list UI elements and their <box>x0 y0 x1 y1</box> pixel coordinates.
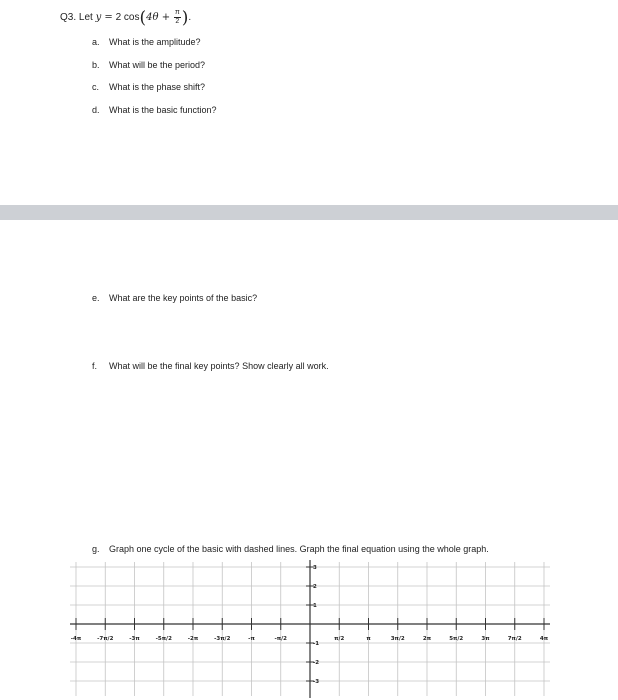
equation-fraction <box>174 9 181 26</box>
x-tick-label: -3π <box>129 636 140 642</box>
equation-arg-term: 4θ + <box>146 12 171 23</box>
item-text: What will be the period? <box>109 60 206 70</box>
page-divider <box>0 205 618 220</box>
equation-end: . <box>188 12 192 23</box>
x-tick-label: 3π/2 <box>390 636 405 642</box>
x-tick-label: 5π/2 <box>449 636 464 642</box>
x-tick-label: -π <box>248 636 255 642</box>
question-title <box>60 8 191 28</box>
x-tick-label: -2π <box>187 636 199 642</box>
question-item-d <box>92 105 217 115</box>
x-tick-label: 3π <box>481 636 490 642</box>
x-tick-label: -3π/2 <box>214 636 231 642</box>
item-text: What are the key points of the basic? <box>109 293 258 303</box>
item-text: Graph one cycle of the basic with dashed lines. Graph the final equation using the whole graph. <box>109 544 489 554</box>
item-letter: d. <box>92 105 100 115</box>
x-tick-label: -5π/2 <box>155 636 172 642</box>
x-tick-label: 4π <box>539 636 549 642</box>
y-tick-label: -3 <box>313 679 320 685</box>
x-tick-label: 7π/2 <box>507 636 522 642</box>
x-tick-label: -7π/2 <box>97 636 114 642</box>
item-letter: g. <box>92 544 100 554</box>
item-text: What is the phase shift? <box>109 82 206 92</box>
question-item-e <box>92 293 257 303</box>
open-paren: ( <box>139 8 147 28</box>
item-letter: f. <box>92 361 98 371</box>
item-letter: c. <box>92 82 100 92</box>
fraction-denominator: 2 <box>175 17 180 25</box>
x-tick-label: π/2 <box>334 636 345 642</box>
question-item-g <box>92 544 489 554</box>
item-letter: e. <box>92 293 100 303</box>
y-tick-label: 3 <box>313 565 317 571</box>
item-text: What will be the final key points? Show clearly all work. <box>109 361 329 371</box>
y-tick-label: -1 <box>313 641 320 647</box>
equation-func: 2 cos <box>115 12 140 23</box>
x-tick-label: -π/2 <box>274 636 287 642</box>
item-letter: b. <box>92 60 100 70</box>
item-text: What is the basic function? <box>109 105 217 115</box>
y-tick-label: 1 <box>313 603 317 609</box>
x-tick-label: 2π <box>422 636 432 642</box>
equation-lhs: y = <box>95 12 113 23</box>
fraction-numerator: π <box>174 8 180 16</box>
y-tick-label: 2 <box>313 584 317 590</box>
question-label: Q3. Let <box>60 12 93 23</box>
x-tick-label: π <box>366 636 371 642</box>
item-letter: a. <box>92 37 100 47</box>
y-tick-label: -2 <box>313 660 320 666</box>
question-item-c <box>92 82 205 92</box>
question-item-a <box>92 37 201 47</box>
question-item-b <box>92 60 205 70</box>
close-paren: ) <box>181 8 189 28</box>
question-item-f <box>92 361 329 371</box>
graph-grid <box>70 558 550 698</box>
item-text: What is the amplitude? <box>109 37 201 47</box>
x-tick-label: -4π <box>70 636 82 642</box>
